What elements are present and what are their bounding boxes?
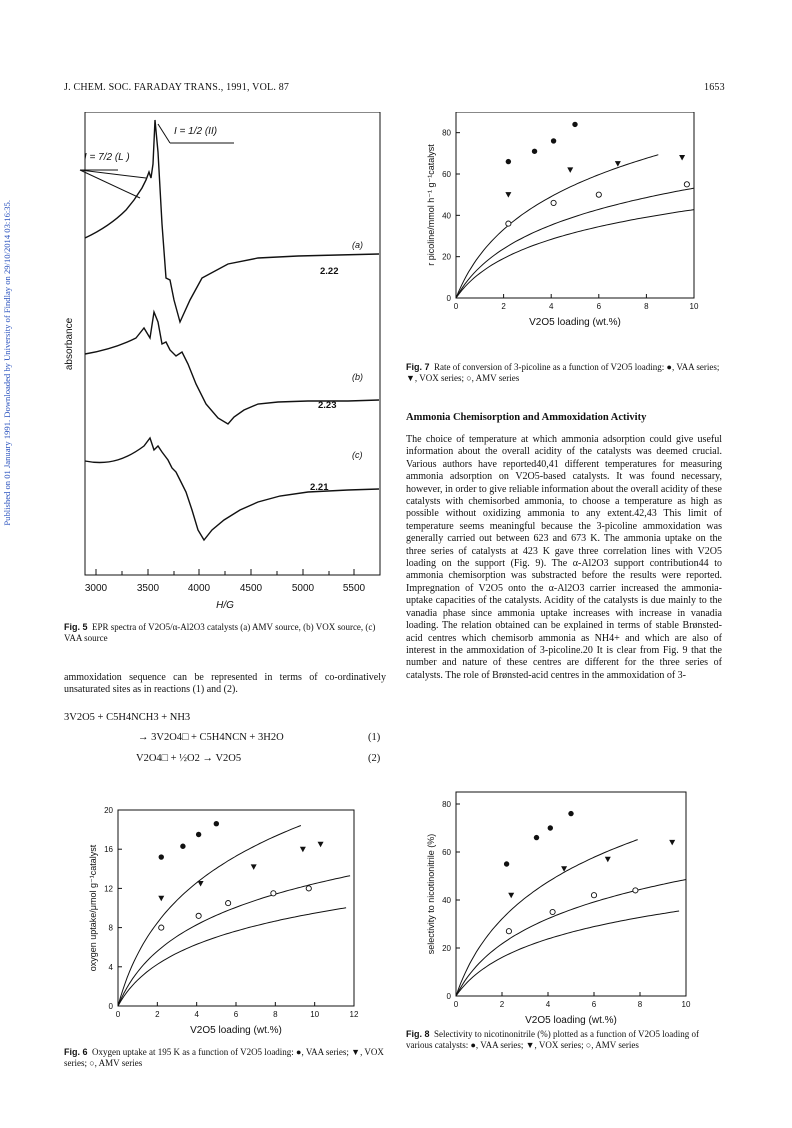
equation-1-line-2: → 3V2O4□ + C5H4NCN + 3H2O	[138, 732, 284, 743]
data-point-filled-triangle	[567, 167, 573, 173]
x-tick-3500: 3500	[136, 583, 160, 594]
data-point-open-circle	[633, 888, 638, 893]
x-tick-label: 8	[644, 302, 649, 311]
x-tick-5000: 5000	[291, 583, 315, 594]
data-point-filled-triangle	[158, 896, 164, 902]
trace-g-c: 2.21	[310, 482, 329, 493]
y-tick-label: 0	[446, 992, 451, 1001]
x-tick-label: 8	[273, 1010, 278, 1019]
x-tick-label: 6	[596, 302, 602, 311]
y-tick-label: 40	[442, 211, 451, 221]
data-point-filled-circle	[504, 861, 509, 866]
x-axis-label: H/G	[216, 600, 234, 611]
fit-curve	[118, 826, 301, 1007]
y-tick-label: 16	[104, 845, 113, 855]
x-tick-label: 10	[681, 1000, 691, 1009]
data-point-filled-triangle	[300, 847, 306, 853]
caption-label: Fig. 5	[64, 622, 88, 632]
data-point-filled-circle	[532, 149, 537, 154]
data-point-filled-triangle	[505, 192, 511, 198]
y-tick-label: 20	[442, 944, 451, 953]
x-tick-4500: 4500	[239, 583, 263, 594]
x-tick-label: 2	[155, 1010, 160, 1019]
x-tick-label: 6	[591, 1000, 597, 1009]
figure-6-chart	[64, 796, 384, 1046]
data-point-filled-circle	[196, 832, 201, 837]
caption-label: Fig. 8	[406, 1029, 430, 1039]
trace-tag-b: (b)	[352, 372, 363, 382]
equation-1-line-1: 3V2O5 + C5H4NCH3 + NH3	[64, 712, 191, 723]
data-point-filled-triangle	[679, 155, 685, 161]
page-number: 1653	[704, 82, 725, 93]
y-axis-label: r picoline/mmol h⁻¹ g⁻¹catalyst	[426, 144, 436, 266]
x-tick-label: 0	[453, 302, 459, 311]
perpendicular-annotation	[80, 170, 146, 198]
data-point-open-circle	[196, 913, 201, 918]
data-point-open-circle	[684, 182, 689, 187]
data-point-filled-circle	[534, 835, 539, 840]
x-axis-label: V2O5 loading (wt.%)	[525, 1015, 617, 1026]
x-tick-label: 10	[310, 1010, 320, 1019]
data-point-filled-circle	[548, 825, 553, 830]
y-tick-label: 40	[442, 896, 451, 905]
data-point-open-circle	[596, 192, 601, 197]
x-tick-label: 10	[689, 302, 699, 311]
figure-5-caption	[64, 622, 384, 643]
y-tick-label: 8	[108, 923, 113, 933]
download-notice-text: Published on 01 January 1991. Downloaded by University of Findlay on 29/10/2014 03:16:35.	[2, 200, 12, 526]
data-point-filled-circle	[180, 844, 185, 849]
epr-trace-c	[85, 438, 379, 540]
fit-curve	[456, 155, 658, 298]
figure-7-caption	[406, 362, 722, 383]
data-point-open-circle	[226, 901, 231, 906]
plot-frame	[456, 112, 694, 298]
x-tick-label: 12	[349, 1010, 359, 1019]
x-tick-label: 2	[499, 1000, 505, 1009]
y-axis-label: selectivity to nicotinonitrile (%)	[426, 833, 436, 955]
journal-header: J. CHEM. SOC. FARADAY TRANS., 1991, VOL. 87	[64, 82, 290, 93]
data-point-filled-circle	[551, 138, 556, 143]
y-tick-label: 60	[442, 848, 451, 857]
equation-2: V2O4□ + ½O2 → V2O5	[136, 753, 242, 764]
left-paragraph: ammoxidation sequence can be represented in terms of co-ordinatively unsaturated sites as in reactions (1) and (2).	[64, 672, 386, 696]
data-point-open-circle	[550, 909, 555, 914]
perpendicular-label: I = 7/2 (L )	[84, 152, 130, 163]
fit-curve	[456, 210, 694, 298]
right-paragraph	[406, 434, 722, 682]
x-tick-4000: 4000	[187, 583, 211, 594]
y-tick-label: 80	[442, 800, 451, 809]
data-point-filled-triangle	[198, 881, 204, 887]
data-point-filled-triangle	[251, 864, 257, 870]
x-tick-label: 4	[545, 1000, 551, 1009]
trace-tag-a: (a)	[352, 240, 363, 250]
x-tick-label: 2	[501, 302, 506, 311]
x-tick-label: 0	[453, 1000, 459, 1009]
fit-curve	[456, 880, 686, 997]
y-tick-label: 12	[104, 884, 113, 894]
trace-g-a: 2.22	[320, 266, 339, 277]
data-point-filled-circle	[159, 854, 164, 859]
y-tick-label: 4	[108, 962, 113, 972]
data-point-open-circle	[551, 200, 556, 205]
section-title: Ammonia Chemisorption and Ammoxidation Activity	[406, 412, 647, 423]
epr-trace-a	[85, 120, 379, 322]
data-point-filled-circle	[572, 122, 577, 127]
fit-curve	[456, 188, 694, 298]
data-point-open-circle	[506, 221, 511, 226]
caption-text: Oxygen uptake at 195 K as a function of V2O5 loading: ●, VAA series; ▼, VOX series; ○, AMV series	[64, 1047, 384, 1068]
caption-text: Selectivity to nicotinonitrile (%) plotted as a function of V2O5 loading of various catalysts: ●, VAA series; ▼, VOX series; ○, AMV series	[406, 1029, 700, 1050]
x-tick-5500: 5500	[342, 583, 366, 594]
figure-6-caption	[64, 1047, 386, 1068]
figure-8-chart	[402, 784, 722, 1028]
y-tick-label: 0	[108, 1002, 113, 1011]
x-tick-3000: 3000	[84, 583, 108, 594]
data-point-filled-circle	[506, 159, 511, 164]
fit-curve	[118, 908, 346, 1006]
y-axis-label: absorbance	[64, 317, 75, 371]
fit-curve	[456, 840, 638, 996]
x-tick-label: 4	[548, 302, 554, 311]
plot-frame	[456, 792, 686, 996]
data-point-open-circle	[306, 886, 311, 891]
data-point-open-circle	[159, 925, 164, 930]
figure-7-chart	[402, 112, 722, 344]
caption-text: Rate of conversion of 3-picoline as a function of V2O5 loading: ●, VAA series; ▼, VOX series; ○, AMV series	[406, 362, 720, 383]
plot-frame	[118, 810, 354, 1006]
trace-tag-c: (c)	[352, 450, 363, 460]
figure-5-epr-spectra	[58, 112, 388, 622]
data-point-filled-triangle	[615, 161, 621, 167]
y-tick-label: 20	[104, 806, 113, 815]
parallel-label: I = 1/2 (II)	[174, 126, 218, 137]
x-tick-label: 4	[194, 1010, 199, 1019]
data-point-open-circle	[506, 929, 511, 934]
y-axis-label: oxygen uptake/μmol g⁻¹catalyst	[88, 844, 98, 972]
data-point-filled-triangle	[605, 857, 611, 863]
data-point-filled-circle	[568, 811, 573, 816]
figure-8-caption	[406, 1029, 722, 1050]
equation-2-number: (2)	[368, 753, 381, 764]
x-tick-label: 6	[233, 1010, 239, 1019]
download-notice[interactable]	[2, 200, 16, 720]
data-point-filled-triangle	[318, 842, 324, 848]
y-tick-label: 0	[446, 294, 451, 303]
x-tick-label: 0	[115, 1010, 121, 1019]
fit-curve	[118, 876, 350, 1006]
x-axis-label: V2O5 loading (wt.%)	[190, 1025, 282, 1036]
equation-1-number: (1)	[368, 732, 381, 743]
y-tick-label: 80	[442, 128, 451, 138]
right-paragraph-text: The choice of temperature at which ammonia adsorption could give useful information about the overall acidity of the catalysts was deemed crucial. Various authors have reported40,41 different temperatures for measuring ammonia adsorption on V2O5-based catalysts. It was found necessary, however, in order to give reliable information about the overall acidity of these catalysts with chemisorbed ammonia, to choose a temperature as high as possible without oxidizing ammonia to any extent.42,43 This limit of temperature seems meaningful because the 3-picoline ammoxidation was generally carried out between 623 and 673 K. The ammonia uptake on the three series of catalysts at 423 K gave three correlation lines with V2O5 loading on the support (Fig. 9). The α-Al2O3 support contribution44 to ammonia chemisorption was substracted before the results were reported. Impregnation of V2O5 onto the α-Al2O3 carrier increased the ammonia-uptake capacities of the catalysts. Acidity of the catalysts is due mainly to the vanadia phase since ammonia uptake increases with increase in vanadia loading. The relation obtained can be explained in terms of stable Brønsted-acid centres which chemisorb ammonia as NH4+ and which are also of interest in the ammoxidation of 3-picoline.20 It is clear from Fig. 9 that the number and nature of these centres are different for the three series of catalysts. The role of Brønsted-acid centres in the ammoxidation of 3-	[406, 434, 722, 681]
data-point-filled-triangle	[669, 840, 675, 846]
y-tick-label: 20	[442, 252, 451, 262]
x-axis-label: V2O5 loading (wt.%)	[529, 317, 621, 328]
data-point-filled-triangle	[508, 893, 514, 899]
data-point-open-circle	[271, 891, 276, 896]
caption-text: EPR spectra of V2O5/α-Al2O3 catalysts (a) AMV source, (b) VOX source, (c) VAA source	[64, 622, 376, 643]
x-tick-label: 8	[637, 1000, 643, 1009]
data-point-open-circle	[591, 893, 596, 898]
trace-g-b: 2.23	[318, 400, 337, 411]
y-tick-label: 60	[442, 170, 451, 179]
data-point-filled-circle	[214, 821, 219, 826]
caption-label: Fig. 7	[406, 362, 430, 372]
caption-label: Fig. 6	[64, 1047, 88, 1057]
